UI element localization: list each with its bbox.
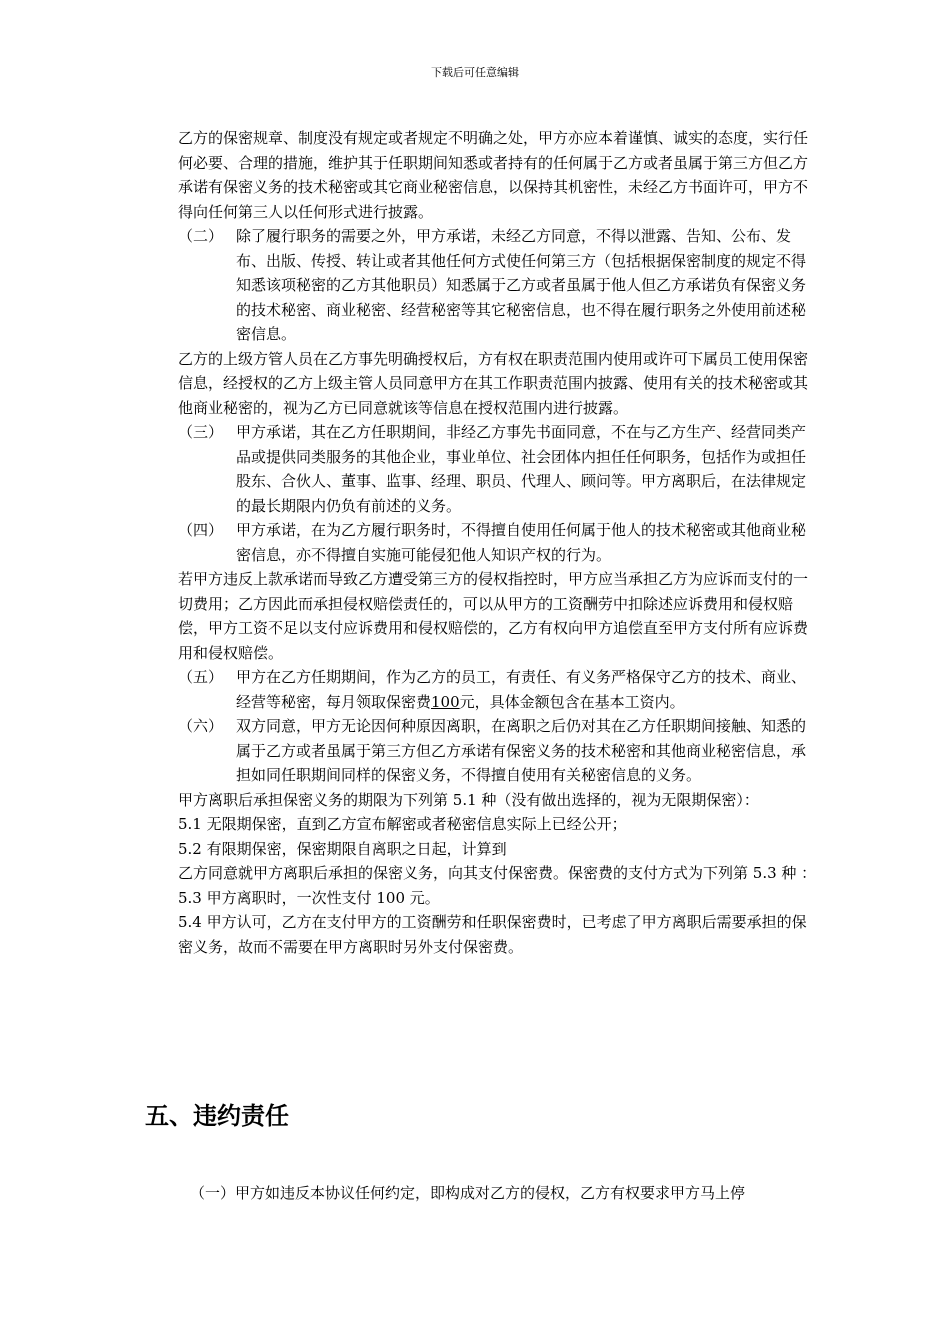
- clause-2-text: 除了履行职务的需要之外，甲方承诺，未经乙方同意，不得以泄露、告知、公布、发布、出版、传授、转让或者其他任何方式使任何第三方（包括根据保密制度的规定不得知悉该项秘密的乙方其他职员）知悉属于乙方或者虽属于他人但乙方承诺负有保密义务的技术秘密、商业秘密、经营秘密等其它秘密信息，也不得在履行职务之外使用前述秘密信息。: [236, 227, 807, 343]
- document-body: [178, 126, 820, 959]
- clause-6-number: （六）: [178, 717, 224, 735]
- clause-3-text: 甲方承诺，其在乙方任职期间，非经乙方事先书面同意，不在与乙方生产、经营同类产品或提供同类服务的其他企业，事业单位、社会团体内担任任何职务，包括作为或担任股东、合伙人、董事、监事、经理、职员、代理人、顾问等。甲方离职后，在法律规定的最长期限内仍负有前述的义务。: [236, 423, 807, 515]
- paragraph-authorization: 乙方的上级方管人员在乙方事先明确授权后，方有权在职责范围内使用或许可下属员工使用保密信息，经授权的乙方上级主管人员同意甲方在其工作职责范围内披露、使用有关的技术秘密或其他商业秘密的，视为乙方已同意就该等信息在授权范围内进行披露。: [178, 349, 809, 417]
- clause-4-number: （四）: [178, 521, 224, 539]
- clause-5-number: （五）: [178, 668, 224, 686]
- clause-4-text: 甲方承诺，在为乙方履行职务时，不得擅自使用任何属于他人的技术秘密或其他商业秘密信息，亦不得擅自实施可能侵犯他人知识产权的行为。: [236, 521, 807, 564]
- clause-2: [178, 224, 820, 347]
- section-heading-liability: 五、违约责任: [145, 1102, 289, 1130]
- paragraph-option-5-1: 5.1 无限期保密，直到乙方宣布解密或者秘密信息实际上已经公开；: [178, 815, 627, 833]
- paragraph-option-5-4: 5.4 甲方认可，乙方在支付甲方的工资酬劳和任职保密费时，已考虑了甲方离职后需要承担的保密义务，故而不需要在甲方离职时另外支付保密费。: [178, 913, 807, 956]
- clause-4: [178, 518, 820, 567]
- confidentiality-fee-amount: 100: [431, 692, 460, 711]
- clause-5-text-a: 甲方在乙方任期期间，作为乙方的员工，有责任、有义务严格保守乙方的技术、商业、经营等秘密，每月领取保密费: [236, 668, 807, 711]
- paragraph-fee-payment: 乙方同意就甲方离职后承担的保密义务，向其支付保密费。保密费的支付方式为下列第 5.3 种 ：: [178, 864, 817, 882]
- paragraph-liability-clause-1: （一）甲方如违反本协议任何约定，即构成对乙方的侵权，乙方有权要求甲方马上停: [190, 1184, 746, 1202]
- paragraph-confidentiality-term: 甲方离职后承担保密义务的期限为下列第 5.1 种（没有做出选择的，视为无限期保密）：: [178, 790, 759, 809]
- clause-5-text-b: 元，具体金额包含在基本工资内。: [459, 692, 685, 711]
- clause-5: [178, 665, 820, 714]
- clause-3-number: （三）: [178, 423, 224, 441]
- page-header-note: 下载后可任意编辑: [431, 66, 519, 79]
- paragraph-option-5-3: 5.3 甲方离职时，一次性支付 100 元。: [178, 888, 440, 907]
- paragraph-infringement: 若甲方违反上款承诺而导致乙方遭受第三方的侵权指控时，甲方应当承担乙方为应诉而支付的一切费用；乙方因此而承担侵权赔偿责任的，可以从甲方的工资酬劳中扣除述应诉费用和侵权赔偿，甲方工资不足以支付应诉费用和侵权赔偿的，乙方有权向甲方追偿直至甲方支付所有应诉费用和侵权赔偿。: [178, 570, 809, 662]
- clause-6: [178, 714, 820, 788]
- paragraph-option-5-2: 5.2 有限期保密，保密期限自离职之日起，计算到: [178, 839, 507, 858]
- paragraph-confidentiality-duty: 乙方的保密规章、制度没有规定或者规定不明确之处，甲方亦应本着谨慎、诚实的态度，实行任何必要、合理的措施，维护其于任职期间知悉或者持有的任何属于乙方或者虽属于第三方但乙方承诺有保密义务的技术秘密或其它商业秘密信息，以保持其机密性，未经乙方书面许可，甲方不得向任何第三人以任何形式进行披露。: [178, 129, 809, 221]
- clause-2-number: （二）: [178, 227, 224, 245]
- clause-6-text: 双方同意，甲方无论因何种原因离职，在离职之后仍对其在乙方任职期间接触、知悉的属于乙方或者虽属于第三方但乙方承诺有保密义务的技术秘密和其他商业秘密信息，承担如同任职期间同样的保密义务，不得擅自使用有关秘密信息的义务。: [236, 717, 807, 784]
- clause-3: [178, 420, 820, 518]
